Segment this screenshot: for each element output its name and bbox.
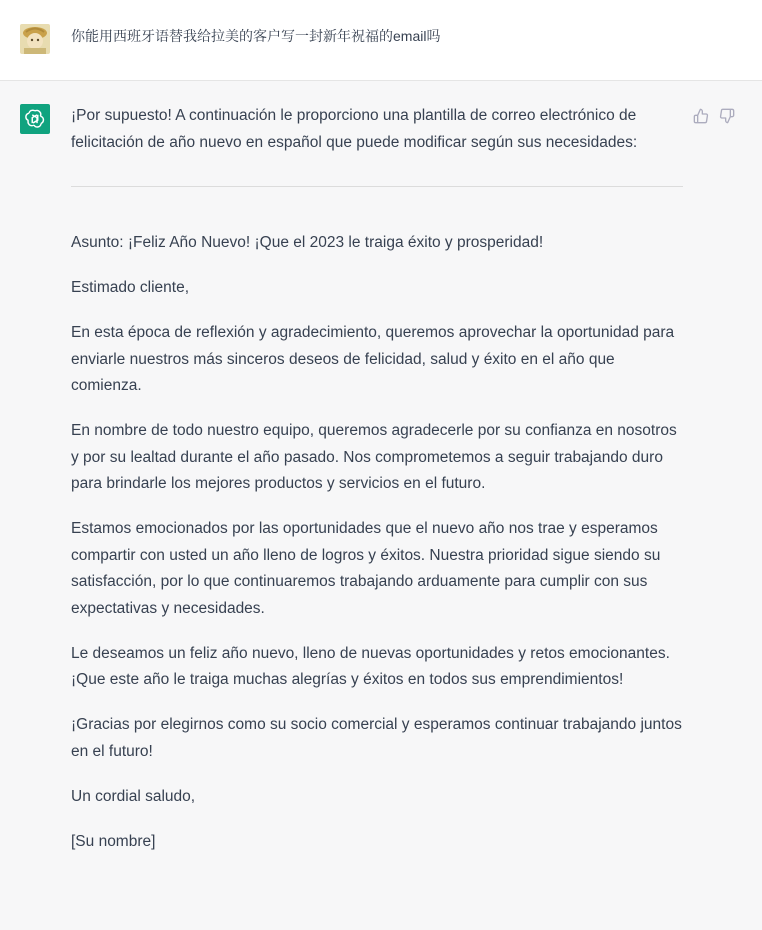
email-paragraph: En nombre de todo nuestro equipo, queremos agradecerle por su confianza en nosotros y por su lealtad durante el año pasado. Nos comprometemos a seguir trabajando duro para brindarle los mejores productos y servicios en el futuro. — [71, 422, 677, 492]
thumbs-up-icon[interactable] — [692, 107, 710, 125]
divider — [71, 186, 683, 187]
email-closing: Un cordial saludo, — [71, 787, 196, 805]
email-paragraph: Le deseamos un feliz año nuevo, lleno de nuevas oportunidades y retos emocionantes. ¡Que este año le traiga muchas alegrías y éxitos en todos sus emprendimientos! — [71, 644, 670, 688]
email-subject: Asunto: ¡Feliz Año Nuevo! ¡Que el 2023 le traiga éxito y prosperidad! — [71, 234, 544, 251]
assistant-message-row — [0, 81, 762, 930]
openai-logo-icon — [20, 104, 50, 134]
email-signature: [Su nombre] — [71, 832, 156, 850]
email-paragraph: Estamos emocionados por las oportunidades que el nuevo año nos trae y esperamos compartir con usted un año lleno de logros y éxitos. Nuestra prioridad sigue siendo su satisfacción, por lo que continuaremos trabajando arduamente para cumplir con sus expectativas y necesidades. — [71, 520, 661, 617]
email-paragraph: ¡Gracias por elegirnos como su socio comercial y esperamos continuar trabajando juntos en el futuro! — [71, 716, 682, 760]
user-avatar — [20, 24, 50, 54]
assistant-intro: ¡Por supuesto! A continuación le proporciono una plantilla de correo electrónico de felicitación de año nuevo en español que puede modificar según sus necesidades: — [71, 107, 638, 151]
email-paragraph: En esta época de reflexión y agradecimiento, queremos aprovechar la oportunidad para enviarle nuestros más sinceros deseos de felicidad, salud y éxito en el año que comienza. — [71, 324, 675, 394]
user-message-row — [0, 0, 762, 81]
assistant-message-content — [71, 103, 683, 874]
thumbs-down-icon[interactable] — [718, 107, 736, 125]
email-greeting: Estimado cliente, — [71, 279, 190, 296]
user-message-text: 你能用西班牙语替我给拉美的客户写一封新年祝福的email吗 — [71, 28, 441, 44]
